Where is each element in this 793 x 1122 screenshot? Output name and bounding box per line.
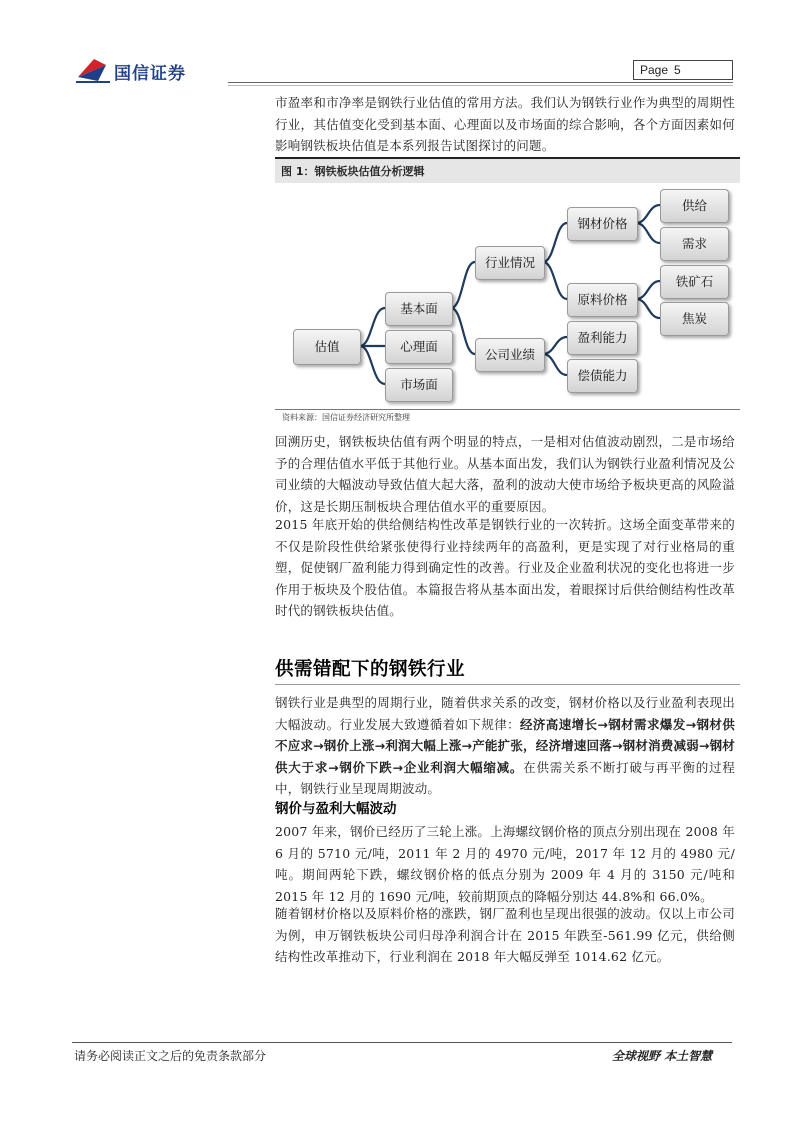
figure-title-bar xyxy=(275,157,740,183)
section-title: 供需错配下的钢铁行业 xyxy=(275,659,466,680)
subsection-paragraph-prices: 2007 年来，钢价已经历了三轮上涨。上海螺纹钢价格的顶点分别出现在 2008 年 6 月的 5710 元/吨，2011 年 2 月的 4970 元/吨，2017 年 12 月的 4980 元/吨。期间两轮下跌，螺纹钢价格的低点分别为 2009 年 4 月的 3150 元/吨和 2015 年 12 月的 1690 元/吨，较前期顶点的降幅分别达 44.8%和 66.0%。 xyxy=(275,824,735,904)
connector-steelprice-demand xyxy=(636,223,660,243)
figure-bottom-rule xyxy=(275,409,740,410)
node-steel-price: 钢材价格 xyxy=(567,207,638,241)
node-coke: 焦炭 xyxy=(660,302,729,336)
node-fundamentals: 基本面 xyxy=(385,292,453,326)
section-divider xyxy=(275,684,740,685)
section-paragraph-tail: 在供需关系不断打破与再平衡的过程中，钢铁行业呈现周期波动。 xyxy=(275,759,735,796)
section-paragraph xyxy=(275,692,735,800)
connector-industry-rawprice xyxy=(543,262,567,299)
logo-text: 国信证券 xyxy=(114,64,186,84)
node-industry: 行业情况 xyxy=(475,246,545,280)
node-valuation: 估值 xyxy=(293,329,361,365)
connector-company-solvency xyxy=(543,354,567,375)
page-label: Page xyxy=(640,63,669,77)
node-demand: 需求 xyxy=(660,227,729,261)
footer-divider xyxy=(72,1042,732,1043)
footer-disclaimer: 请务必阅读正文之后的免责条款部分 xyxy=(74,1049,267,1063)
section-paragraph-lead: 钢铁行业是典型的周期行业，随着供求关系的改变，钢材价格以及行业盈利表现出大幅波动。行业发展大致遵循着如下规律： xyxy=(275,695,735,732)
page-number: 5 xyxy=(674,63,681,77)
node-raw-material-price: 原料价格 xyxy=(567,283,638,317)
company-logo xyxy=(76,55,216,89)
node-solvency: 偿债能力 xyxy=(567,359,638,393)
node-company: 公司业绩 xyxy=(475,338,545,372)
subsection-paragraph-profits: 随着钢材价格以及原料价格的涨跌，钢厂盈利也呈现出很强的波动。仅以上市公司为例，申万钢铁板块公司归母净利润合计在 2015 年跌至-561.99 亿元，供给侧结构性改革推动下，行业利润在 2018 年大幅反弹至 1014.62 亿元。 xyxy=(275,906,735,964)
figure-source: 资料来源：国信证券经济研究所整理 xyxy=(282,413,410,422)
header-divider-secondary xyxy=(228,85,733,86)
connector-rawprice-coke xyxy=(636,299,660,318)
header-divider xyxy=(228,82,733,83)
section-paragraph-cycle: 经济高速增长→钢材需求爆发→钢材供不应求→钢价上涨→利润大幅上涨→产能扩张，经济增速回落→钢材消费减弱→钢材供大于求→钢价下跌→企业利润大幅缩减。 xyxy=(275,716,735,775)
node-profitability: 盈利能力 xyxy=(567,321,638,355)
intro-paragraph: 市盈率和市净率是钢铁行业估值的常用方法。我们认为钢铁行业作为典型的周期性行业，其估值变化受到基本面、心理面以及市场面的综合影响，各个方面因素如何影响钢铁板块估值是本系列报告试图探讨的问题。 xyxy=(275,95,735,153)
footer-slogan: 全球视野 本土智慧 xyxy=(612,1049,713,1063)
connector-industry-steelprice xyxy=(543,223,567,262)
node-supply: 供给 xyxy=(660,189,729,223)
paragraph-reform: 2015 年底开始的供给侧结构性改革是钢铁行业的一次转折。这场全面变革带来的不仅是阶段性供给紧张使得行业持续两年的高盈利，更是实现了对行业格局的重塑，促使钢厂盈利能力得到确定性的改善。行业及企业盈利状况的变化也将进一步作用于板块及个股估值。本篇报告将从基本面出发，着眼探讨后供给侧结构性改革时代的钢铁板块估值。 xyxy=(275,517,735,618)
connector-valuation-fundamentals xyxy=(360,308,385,346)
connector-fundamentals-company xyxy=(451,308,475,354)
paragraph-history: 回溯历史，钢铁板块估值有两个明显的特点，一是相对估值波动剧烈，二是市场给予的合理估值水平低于其他行业。从基本面出发，我们认为钢铁行业盈利情况及公司业绩的大幅波动导致估值大起大落，盈利的波动大使市场给予板块更高的风险溢价，这是长期压制板块合理估值水平的重要原因。 xyxy=(275,434,735,514)
node-iron-ore: 铁矿石 xyxy=(660,265,729,299)
logo-mark-icon xyxy=(76,55,112,85)
node-market: 市场面 xyxy=(385,368,453,402)
node-psychology: 心理面 xyxy=(385,330,453,364)
subsection-title: 钢价与盈利大幅波动 xyxy=(275,801,397,817)
connector-valuation-market xyxy=(360,346,385,384)
page-indicator xyxy=(633,60,733,80)
connector-rawprice-ironore xyxy=(636,281,660,299)
connector-fundamentals-industry xyxy=(451,262,475,308)
connector-steelprice-supply xyxy=(636,205,660,223)
connector-company-profit xyxy=(543,337,567,354)
figure-title: 图 1：钢铁板块估值分析逻辑 xyxy=(281,165,425,178)
